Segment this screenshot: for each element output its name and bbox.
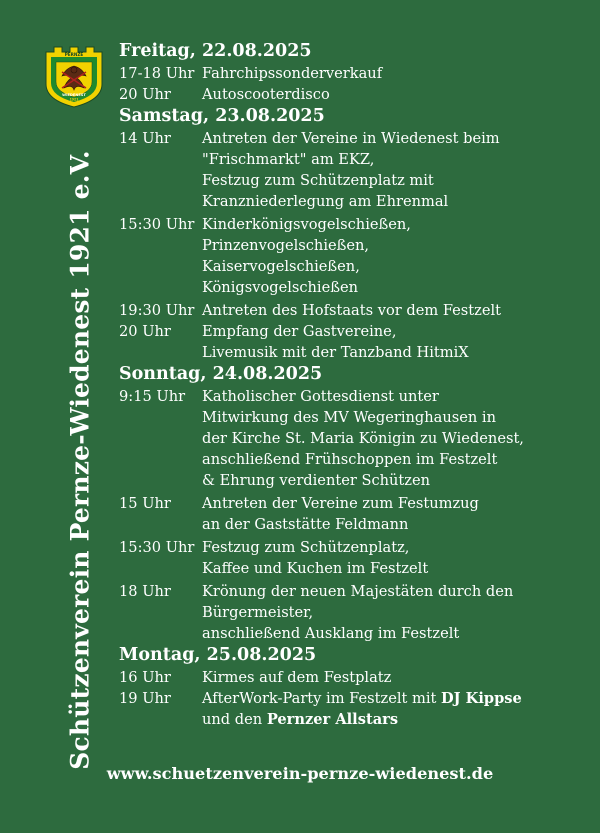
- event-description: Antreten der Vereine zum Festumzug an der Gaststätte Feldmann: [202, 495, 479, 533]
- event-description: Empfang der Gastvereine, Livemusik mit der Tanzband HitmiX: [202, 323, 469, 361]
- band-name: Pernzer Allstars: [266, 711, 399, 728]
- website-url[interactable]: www.schuetzenverein-pernze-wiedenest.de: [106, 764, 494, 783]
- event-time: 19 Uhr: [119, 690, 171, 707]
- event-row: [119, 300, 589, 321]
- event-time: 17-18 Uhr: [119, 65, 195, 82]
- event-time: 18 Uhr: [119, 583, 171, 600]
- event-time: 15:30 Uhr: [119, 539, 195, 556]
- logo-year: 1921: [69, 97, 79, 102]
- event-time: 20 Uhr: [119, 86, 171, 103]
- event-description: Kinderkönigsvogelschießen, Prinzenvogelschießen, Kaiservogelschießen, Königsvogelschießen: [202, 216, 411, 296]
- event-description: Autoscooterdisco: [202, 86, 330, 103]
- club-name: Schützenverein Pernze-Wiedenest 1921 e.V.: [65, 150, 95, 770]
- event-time: 20 Uhr: [119, 323, 171, 340]
- event-description: Katholischer Gottesdienst unter Mitwirkung des MV Wegeringhausen in der Kirche St. Maria Königin zu Wiedenest, anschließend Frühschoppen im Festzelt & Ehrung verdienter Schützen: [202, 388, 524, 489]
- event-time: 19:30 Uhr: [119, 302, 195, 319]
- event-row: [119, 493, 589, 535]
- event-row: [119, 667, 589, 688]
- program-schedule: [119, 40, 589, 730]
- event-description: Antreten des Hofstaats vor dem Festzelt: [202, 302, 502, 319]
- event-row: [119, 581, 589, 644]
- event-description: Kirmes auf dem Festplatz: [202, 669, 392, 686]
- event-description: Festzug zum Schützenplatz, Kaffee und Kuchen im Festzelt: [202, 539, 429, 577]
- event-time: 9:15 Uhr: [119, 388, 186, 405]
- logo-bottom-text: WIEDENEST: [62, 93, 86, 97]
- day-heading-saturday: Samstag, 23.08.2025: [119, 106, 325, 126]
- event-time: 15:30 Uhr: [119, 216, 195, 233]
- event-row: [119, 386, 589, 491]
- day-heading-monday: Montag, 25.08.2025: [119, 645, 317, 665]
- event-description: Antreten der Vereine in Wiedenest beim "Frischmarkt" am EKZ, Festzug zum Schützenplatz mit Kranzniederlegung am Ehrenmal: [202, 130, 500, 210]
- logo-top-text: PERNZE: [64, 52, 84, 57]
- event-row: [119, 688, 589, 730]
- event-row: [119, 63, 589, 84]
- event-time: 16 Uhr: [119, 669, 171, 686]
- event-description: Fahrchipssonderverkauf: [202, 65, 383, 82]
- event-row: [119, 214, 589, 298]
- event-row: [119, 128, 589, 212]
- event-description: Krönung der neuen Majestäten durch den Bürgermeister, anschließend Ausklang im Festzelt: [202, 583, 514, 642]
- event-time: 15 Uhr: [119, 495, 171, 512]
- event-time: 14 Uhr: [119, 130, 171, 147]
- day-heading-sunday: Sonntag, 24.08.2025: [119, 364, 323, 384]
- event-description: AfterWork-Party im Festzelt mit DJ Kippse und den Pernzer Allstars: [202, 690, 522, 728]
- dj-name: DJ Kippse: [441, 690, 522, 707]
- club-crest-logo: [44, 44, 104, 108]
- event-row: [119, 84, 589, 105]
- event-row: [119, 321, 589, 363]
- event-row: [119, 537, 589, 579]
- day-heading-friday: Freitag, 22.08.2025: [119, 41, 312, 61]
